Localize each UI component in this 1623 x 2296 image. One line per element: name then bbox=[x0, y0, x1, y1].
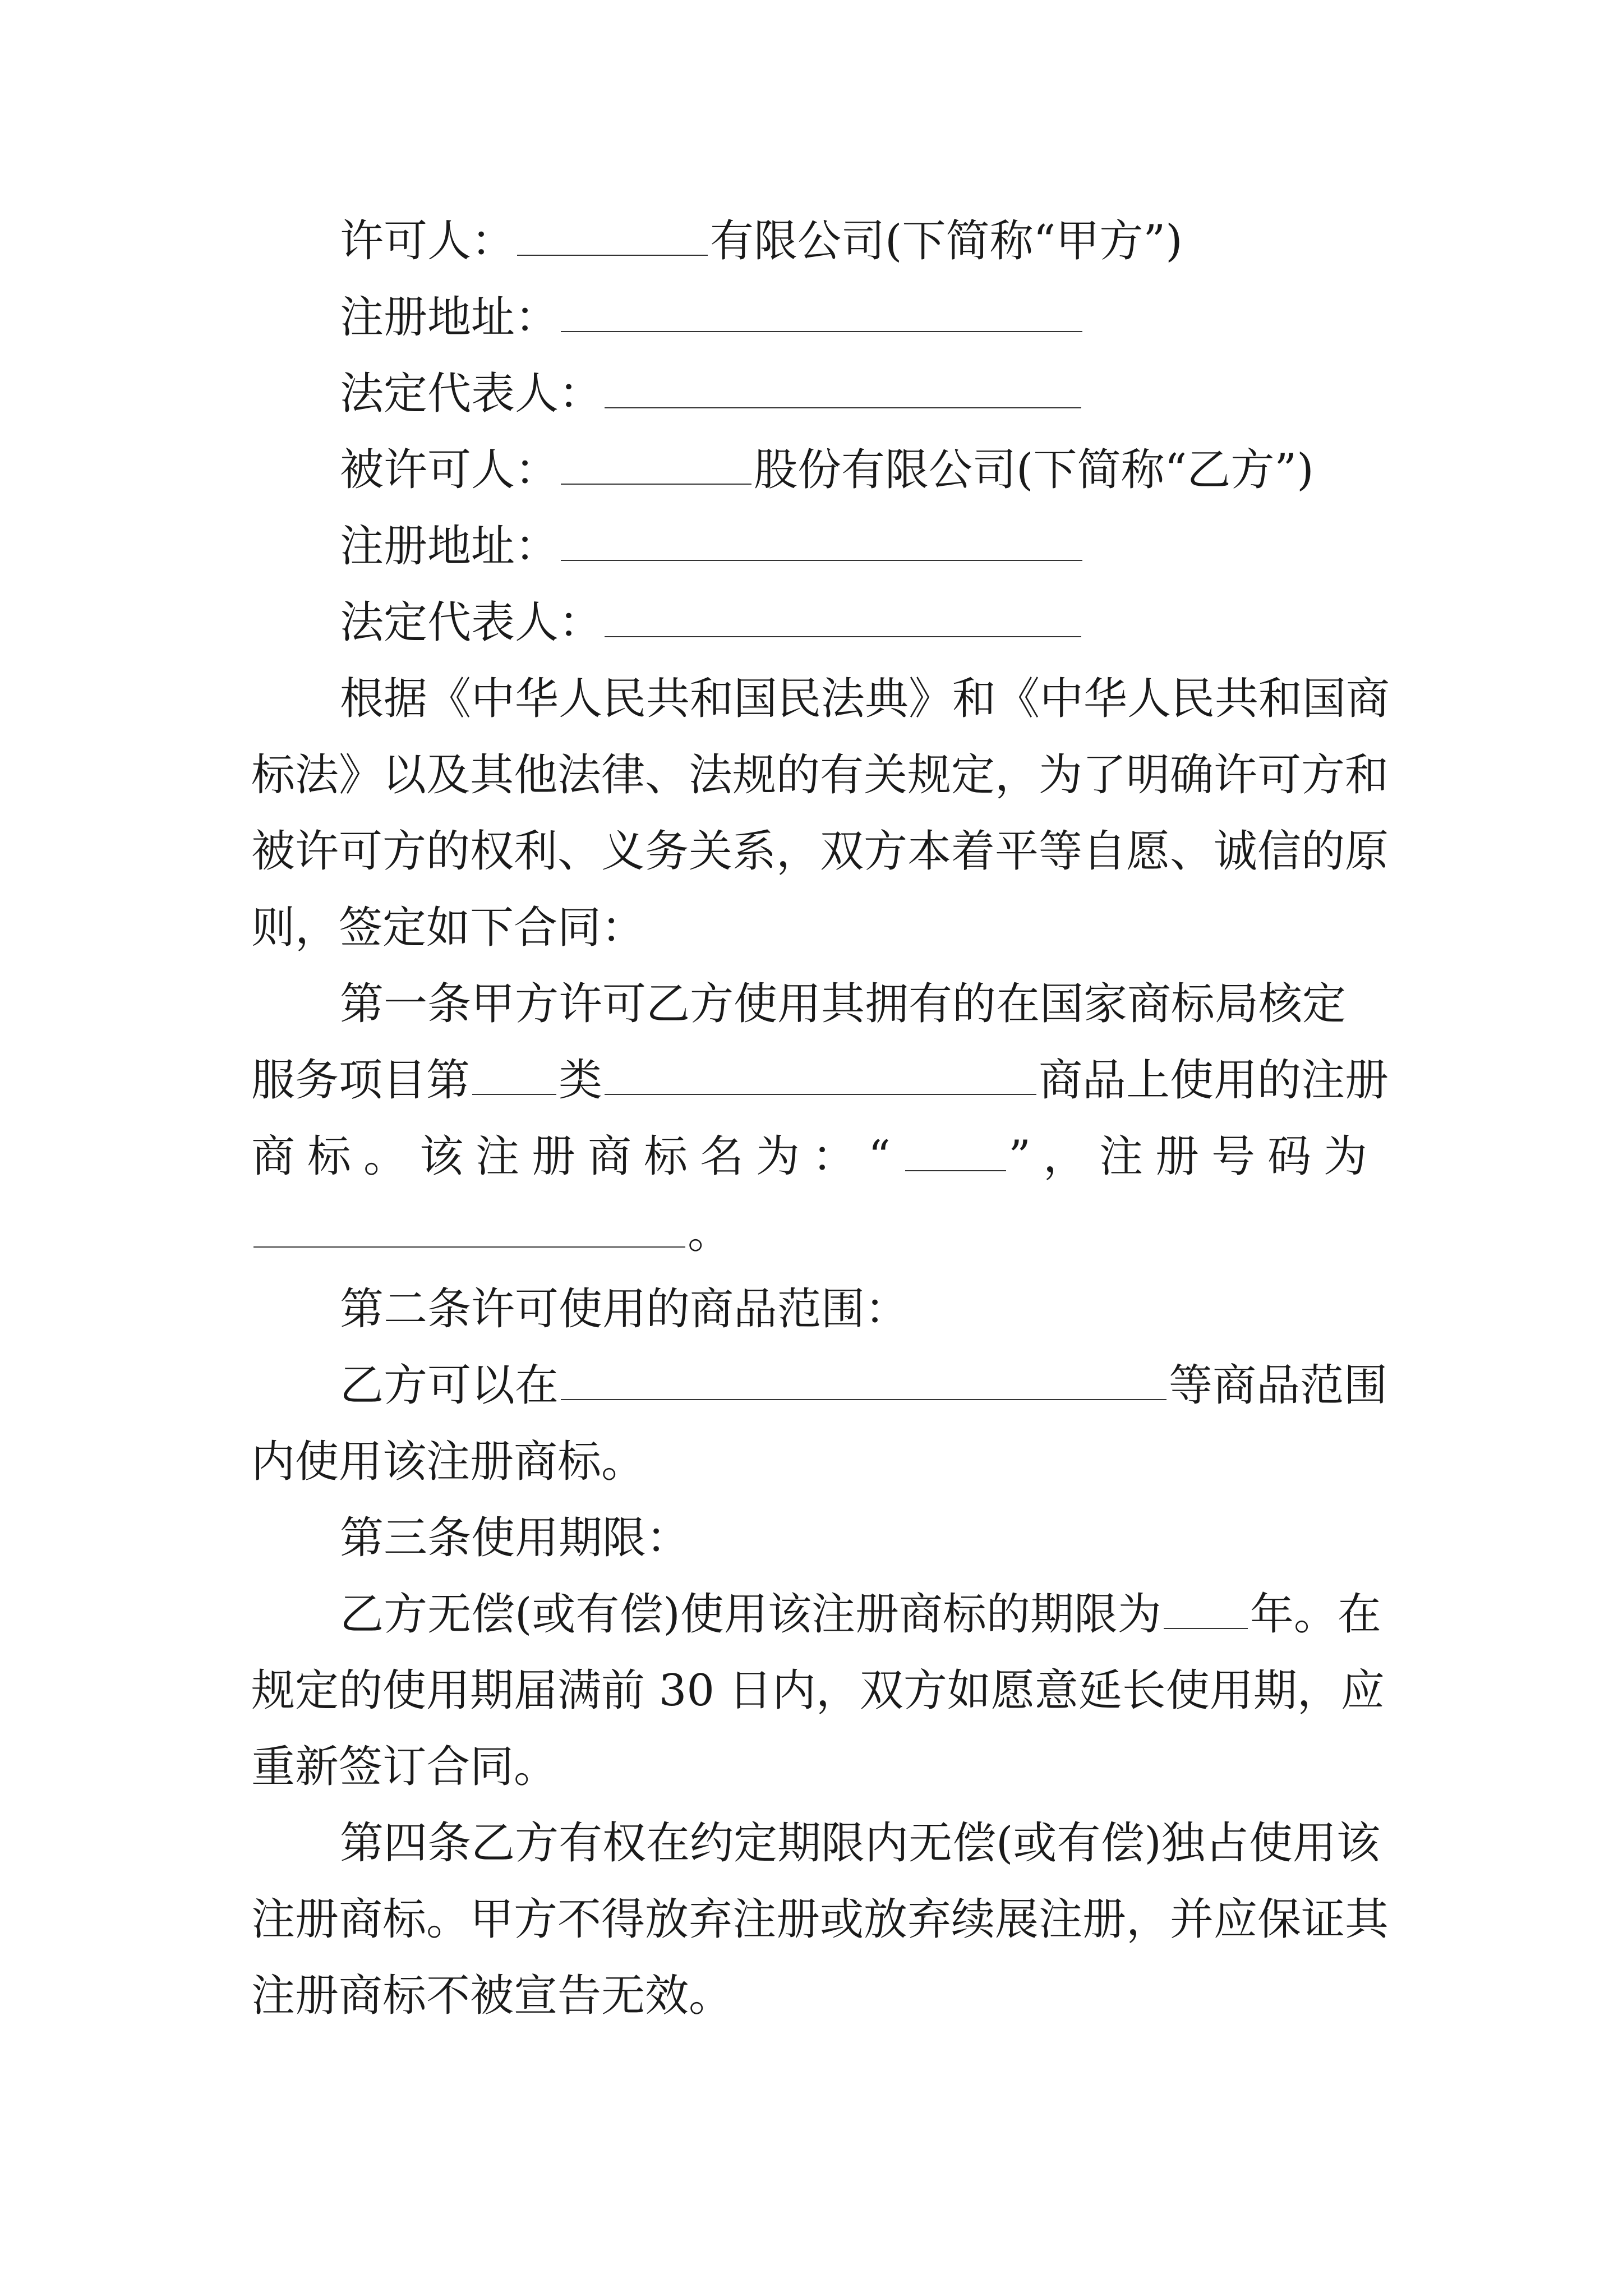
article1-goods-blank bbox=[605, 1060, 1036, 1095]
article1-line-2 bbox=[251, 1047, 1389, 1114]
licensor-name-blank bbox=[517, 221, 708, 256]
article4-line-3: 注册商标不被宣告无效。 bbox=[251, 1971, 733, 2021]
licensee-rep-blank bbox=[605, 602, 1081, 637]
licensor-label: 许可人： bbox=[340, 216, 515, 266]
article3-years-blank bbox=[1164, 1594, 1248, 1629]
article1-reg-number-blank bbox=[253, 1213, 685, 1248]
licensor-address-blank bbox=[561, 297, 1082, 332]
licensee-label: 被许可人： bbox=[340, 445, 559, 495]
article3-line-2: 规定的使用期届满前 30 日内，双方如愿意延长使用期，应 bbox=[251, 1665, 1385, 1716]
licensor-address-line bbox=[340, 284, 1380, 351]
licensee-line bbox=[340, 436, 1380, 504]
article1-end-mark: 。 bbox=[688, 1208, 732, 1258]
article1-class-blank bbox=[472, 1060, 556, 1095]
licensor-rep-label: 法定代表人： bbox=[340, 369, 603, 419]
article1-service-label: 服务项目第 bbox=[251, 1055, 471, 1106]
preamble-line-1: 根据《中华人民共和国民法典》和《中华人民共和国商 bbox=[340, 674, 1390, 724]
article3-line-3: 重新签订合同。 bbox=[251, 1742, 558, 1792]
licensee-suffix: 股份有限公司(下简称“乙方”) bbox=[754, 445, 1314, 495]
article3-title: 第三条使用期限： bbox=[340, 1513, 690, 1563]
licensee-rep-line bbox=[340, 589, 1380, 656]
preamble-line-2: 标法》以及其他法律、法规的有关规定，为了明确许可方和 bbox=[251, 750, 1389, 800]
article4-line-1: 第四条乙方有权在约定期限内无偿(或有偿)独占使用该 bbox=[340, 1818, 1380, 1869]
article4-line-2: 注册商标。甲方不得放弃注册或放弃续展注册，并应保证其 bbox=[251, 1894, 1389, 1945]
licensor-suffix: 有限公司(下简称“甲方”) bbox=[710, 216, 1183, 266]
article1-reg-number-label: ”，注册号码为 bbox=[1008, 1131, 1380, 1182]
article3-term-label: 乙方无偿(或有偿)使用该注册商标的期限为 bbox=[340, 1589, 1161, 1640]
licensor-address-label: 注册地址： bbox=[340, 292, 559, 343]
licensee-address-blank bbox=[561, 526, 1082, 561]
article1-line-1: 第一条甲方许可乙方使用其拥有的在国家商标局核定 bbox=[340, 979, 1347, 1029]
article3-term-suffix: 年。在 bbox=[1249, 1589, 1381, 1640]
licensee-address-label: 注册地址： bbox=[340, 521, 559, 572]
article2-title: 第二条许可使用的商品范围： bbox=[340, 1284, 909, 1335]
licensor-line bbox=[340, 208, 1380, 275]
article2-scope-label: 乙方可以在 bbox=[340, 1360, 559, 1411]
licensee-rep-label: 法定代表人： bbox=[340, 597, 603, 648]
licensor-rep-blank bbox=[605, 374, 1081, 408]
article2-line-1 bbox=[340, 1352, 1388, 1419]
licensor-rep-line bbox=[340, 360, 1380, 427]
article3-line-1 bbox=[340, 1581, 1380, 1648]
article1-goods-suffix: 商品上使用的注册 bbox=[1039, 1055, 1389, 1106]
article2-scope-blank bbox=[561, 1365, 1166, 1400]
licensee-address-line bbox=[340, 513, 1380, 580]
article1-class-label: 类 bbox=[559, 1055, 603, 1106]
licensee-name-blank bbox=[561, 450, 751, 485]
article1-trademark-name-blank bbox=[905, 1137, 1006, 1171]
article2-line-2: 内使用该注册商标。 bbox=[251, 1437, 645, 1487]
preamble-line-3: 被许可方的权利、义务关系，双方本着平等自愿、诚信的原 bbox=[251, 826, 1389, 877]
preamble-line-4: 则，签定如下合同： bbox=[251, 903, 645, 953]
article1-line-4 bbox=[251, 1199, 1380, 1267]
article2-scope-suffix: 等商品范围 bbox=[1169, 1360, 1388, 1411]
article1-trademark-name-label: 商标。该注册商标名为：“ bbox=[251, 1131, 903, 1182]
article1-line-3 bbox=[251, 1123, 1380, 1190]
